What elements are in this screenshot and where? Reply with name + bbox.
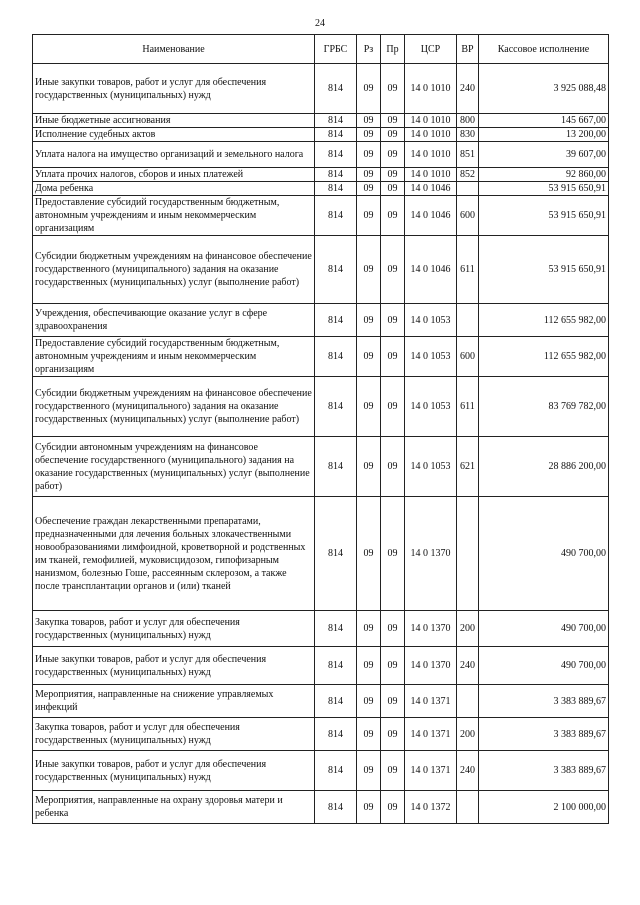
row-vr: 621 [457, 437, 479, 497]
row-vr: 830 [457, 128, 479, 142]
header-pr: Пр [381, 35, 405, 64]
row-vr: 611 [457, 377, 479, 437]
row-grbs: 814 [315, 647, 357, 685]
row-name: Иные закупки товаров, работ и услуг для обеспечения государственных (муниципальных) нужд [33, 751, 315, 791]
row-rz: 09 [357, 128, 381, 142]
row-vr: 240 [457, 751, 479, 791]
row-rz: 09 [357, 751, 381, 791]
row-grbs: 814 [315, 142, 357, 168]
row-rz: 09 [357, 647, 381, 685]
row-grbs: 814 [315, 114, 357, 128]
row-rz: 09 [357, 168, 381, 182]
row-vr: 240 [457, 647, 479, 685]
row-amount: 490 700,00 [479, 611, 609, 647]
row-pr: 09 [381, 751, 405, 791]
row-vr: 600 [457, 337, 479, 377]
row-pr: 09 [381, 64, 405, 114]
row-grbs: 814 [315, 751, 357, 791]
row-amount: 3 383 889,67 [479, 751, 609, 791]
row-rz: 09 [357, 114, 381, 128]
row-name: Уплата налога на имущество организаций и земельного налога [33, 142, 315, 168]
row-amount: 3 925 088,48 [479, 64, 609, 114]
row-rz: 09 [357, 437, 381, 497]
row-amount: 53 915 650,91 [479, 236, 609, 304]
row-amount: 13 200,00 [479, 128, 609, 142]
row-grbs: 814 [315, 182, 357, 196]
row-pr: 09 [381, 182, 405, 196]
row-pr: 09 [381, 685, 405, 718]
row-amount: 2 100 000,00 [479, 791, 609, 824]
table-row [33, 168, 609, 182]
row-name: Субсидии бюджетным учреждениям на финансовое обеспечение государственного (муниципального) задания на оказание государственных (муниципальных) услуг (выполнение работ) [33, 377, 315, 437]
row-rz: 09 [357, 718, 381, 751]
table-row [33, 437, 609, 497]
table-row [33, 236, 609, 304]
row-name: Предоставление субсидий государственным бюджетным, автономным учреждениям и иным некоммерческим организациям [33, 196, 315, 236]
row-pr: 09 [381, 114, 405, 128]
row-amount: 112 655 982,00 [479, 337, 609, 377]
table-row [33, 497, 609, 611]
row-amount: 3 383 889,67 [479, 685, 609, 718]
row-pr: 09 [381, 337, 405, 377]
row-grbs: 814 [315, 685, 357, 718]
row-amount: 92 860,00 [479, 168, 609, 182]
row-pr: 09 [381, 377, 405, 437]
row-csr: 14 0 1010 [405, 114, 457, 128]
table-row [33, 377, 609, 437]
row-grbs: 814 [315, 437, 357, 497]
row-name: Иные закупки товаров, работ и услуг для обеспечения государственных (муниципальных) нужд [33, 64, 315, 114]
row-csr: 14 0 1010 [405, 64, 457, 114]
row-amount: 490 700,00 [479, 497, 609, 611]
row-csr: 14 0 1053 [405, 304, 457, 337]
row-csr: 14 0 1370 [405, 647, 457, 685]
budget-execution-table [32, 34, 609, 824]
row-grbs: 814 [315, 791, 357, 824]
header-vr: ВР [457, 35, 479, 64]
row-pr: 09 [381, 236, 405, 304]
table-row [33, 611, 609, 647]
row-name: Исполнение судебных актов [33, 128, 315, 142]
table-row [33, 751, 609, 791]
row-csr: 14 0 1053 [405, 437, 457, 497]
row-vr: 600 [457, 196, 479, 236]
row-rz: 09 [357, 196, 381, 236]
header-csr: ЦСР [405, 35, 457, 64]
row-name: Уплата прочих налогов, сборов и иных платежей [33, 168, 315, 182]
row-amount: 112 655 982,00 [479, 304, 609, 337]
row-name: Учреждения, обеспечивающие оказание услуг в сфере здравоохранения [33, 304, 315, 337]
row-csr: 14 0 1372 [405, 791, 457, 824]
row-rz: 09 [357, 64, 381, 114]
row-rz: 09 [357, 236, 381, 304]
row-rz: 09 [357, 304, 381, 337]
row-grbs: 814 [315, 64, 357, 114]
row-csr: 14 0 1371 [405, 685, 457, 718]
row-vr [457, 685, 479, 718]
row-csr: 14 0 1053 [405, 337, 457, 377]
row-vr [457, 791, 479, 824]
row-pr: 09 [381, 718, 405, 751]
table-header-row [33, 35, 609, 64]
table-row [33, 182, 609, 196]
table-row [33, 196, 609, 236]
row-vr [457, 182, 479, 196]
header-amount: Кассовое исполнение [479, 35, 609, 64]
row-name: Обеспечение граждан лекарственными препаратами, предназначенными для лечения больных злокачественными новообразованиями лимфоидной, кроветворной и родственных им тканей, гемофилией, муковисцидозом, гипофизарным нанизмом, болезнью Гоше, рассеянным склерозом, а также после трансплантации органов и (или) тканей [33, 497, 315, 611]
row-rz: 09 [357, 337, 381, 377]
row-rz: 09 [357, 791, 381, 824]
row-pr: 09 [381, 168, 405, 182]
row-grbs: 814 [315, 497, 357, 611]
row-csr: 14 0 1371 [405, 718, 457, 751]
row-name: Предоставление субсидий государственным бюджетным, автономным учреждениям и иным некоммерческим организациям [33, 337, 315, 377]
row-csr: 14 0 1010 [405, 168, 457, 182]
header-rz: Рз [357, 35, 381, 64]
table-row [33, 718, 609, 751]
row-grbs: 814 [315, 718, 357, 751]
row-grbs: 814 [315, 236, 357, 304]
row-csr: 14 0 1370 [405, 497, 457, 611]
row-vr: 200 [457, 611, 479, 647]
row-vr: 611 [457, 236, 479, 304]
row-pr: 09 [381, 128, 405, 142]
row-csr: 14 0 1370 [405, 611, 457, 647]
table-row [33, 304, 609, 337]
row-name: Закупка товаров, работ и услуг для обеспечения государственных (муниципальных) нужд [33, 611, 315, 647]
row-amount: 28 886 200,00 [479, 437, 609, 497]
row-grbs: 814 [315, 377, 357, 437]
row-csr: 14 0 1046 [405, 236, 457, 304]
row-amount: 53 915 650,91 [479, 182, 609, 196]
row-amount: 83 769 782,00 [479, 377, 609, 437]
row-pr: 09 [381, 142, 405, 168]
row-amount: 39 607,00 [479, 142, 609, 168]
row-name: Мероприятия, направленные на охрану здоровья матери и ребенка [33, 791, 315, 824]
row-name: Мероприятия, направленные на снижение управляемых инфекций [33, 685, 315, 718]
row-name: Субсидии бюджетным учреждениям на финансовое обеспечение государственного (муниципального) задания на оказание государственных (муниципальных) услуг (выполнение работ) [33, 236, 315, 304]
row-name: Иные бюджетные ассигнования [33, 114, 315, 128]
row-pr: 09 [381, 647, 405, 685]
row-pr: 09 [381, 196, 405, 236]
row-rz: 09 [357, 182, 381, 196]
row-vr: 240 [457, 64, 479, 114]
row-pr: 09 [381, 791, 405, 824]
row-name: Дома ребенка [33, 182, 315, 196]
row-csr: 14 0 1046 [405, 196, 457, 236]
table-row [33, 647, 609, 685]
row-grbs: 814 [315, 611, 357, 647]
row-amount: 145 667,00 [479, 114, 609, 128]
row-amount: 490 700,00 [479, 647, 609, 685]
row-csr: 14 0 1053 [405, 377, 457, 437]
row-name: Иные закупки товаров, работ и услуг для обеспечения государственных (муниципальных) нужд [33, 647, 315, 685]
table-row [33, 337, 609, 377]
row-csr: 14 0 1371 [405, 751, 457, 791]
row-amount: 3 383 889,67 [479, 718, 609, 751]
table-row [33, 685, 609, 718]
row-csr: 14 0 1010 [405, 128, 457, 142]
row-name: Субсидии автономным учреждениям на финансовое обеспечение государственного (муниципального) задания на оказание государственных (муниципальных) услуг (выполнение работ) [33, 437, 315, 497]
row-vr: 852 [457, 168, 479, 182]
row-name: Закупка товаров, работ и услуг для обеспечения государственных (муниципальных) нужд [33, 718, 315, 751]
row-vr: 200 [457, 718, 479, 751]
row-grbs: 814 [315, 337, 357, 377]
table-row [33, 64, 609, 114]
row-vr: 800 [457, 114, 479, 128]
row-pr: 09 [381, 304, 405, 337]
row-csr: 14 0 1046 [405, 182, 457, 196]
row-rz: 09 [357, 497, 381, 611]
row-vr [457, 497, 479, 611]
row-amount: 53 915 650,91 [479, 196, 609, 236]
row-pr: 09 [381, 497, 405, 611]
row-vr [457, 304, 479, 337]
page-number: 24 [315, 18, 325, 29]
header-grbs: ГРБС [315, 35, 357, 64]
row-rz: 09 [357, 377, 381, 437]
table-row [33, 128, 609, 142]
table-row [33, 791, 609, 824]
row-pr: 09 [381, 611, 405, 647]
row-rz: 09 [357, 611, 381, 647]
row-grbs: 814 [315, 168, 357, 182]
row-rz: 09 [357, 685, 381, 718]
row-vr: 851 [457, 142, 479, 168]
row-pr: 09 [381, 437, 405, 497]
row-csr: 14 0 1010 [405, 142, 457, 168]
table-row [33, 142, 609, 168]
row-grbs: 814 [315, 128, 357, 142]
header-name: Наименование [33, 35, 315, 64]
row-grbs: 814 [315, 304, 357, 337]
row-grbs: 814 [315, 196, 357, 236]
row-rz: 09 [357, 142, 381, 168]
table-row [33, 114, 609, 128]
